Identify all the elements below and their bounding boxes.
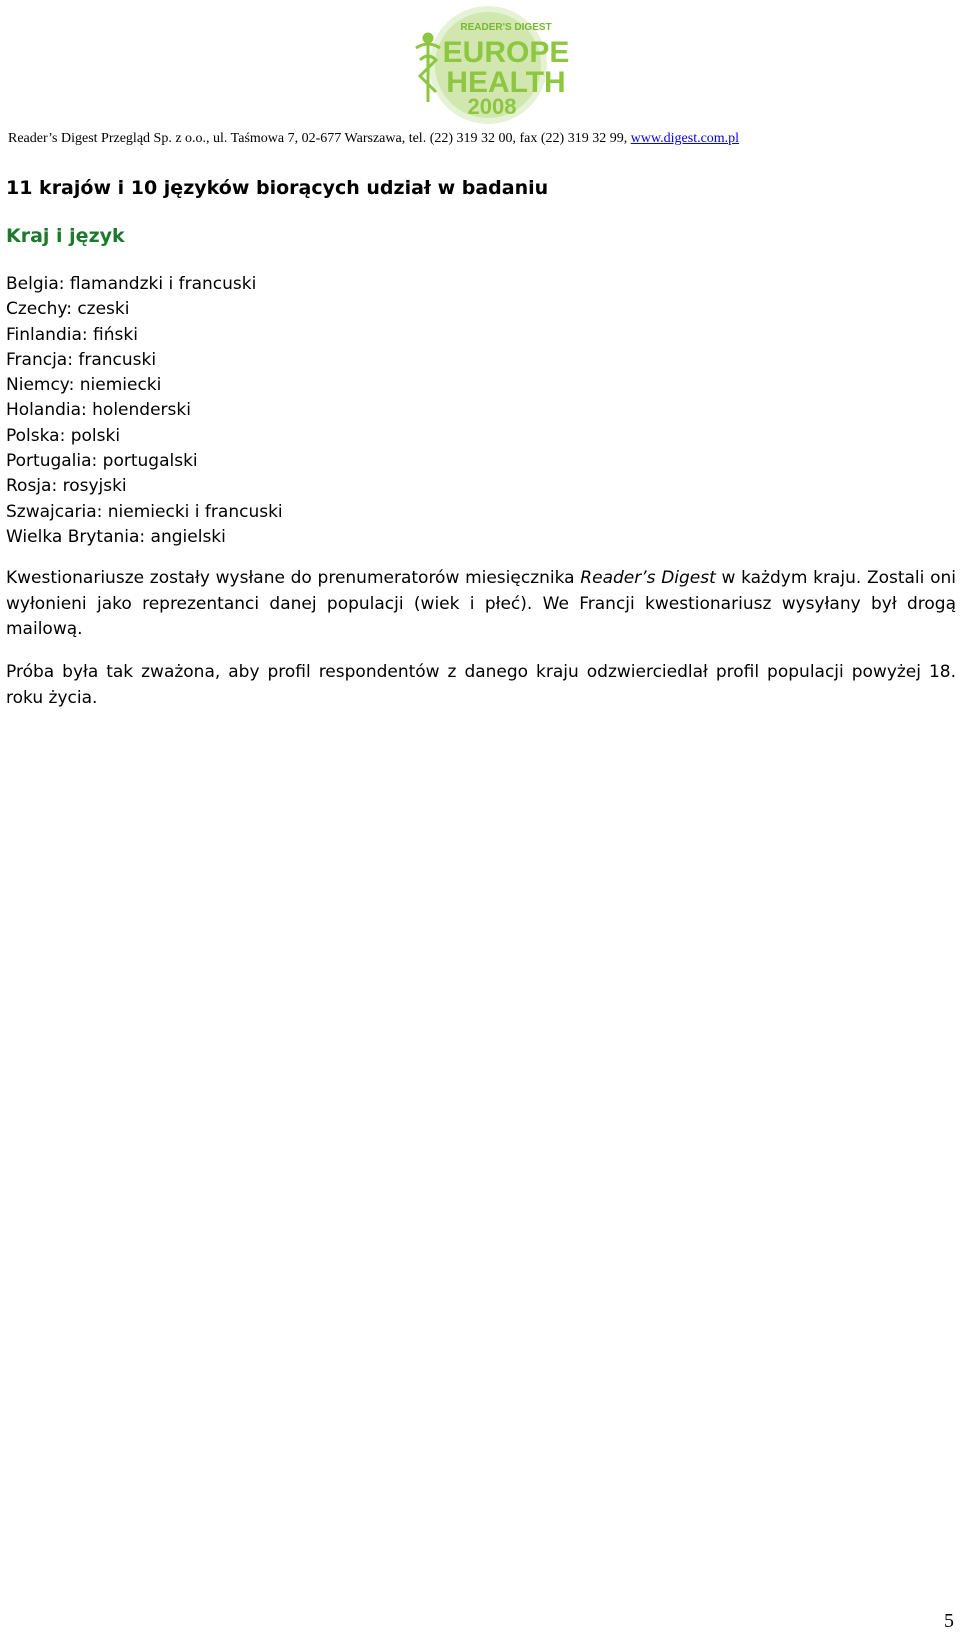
logo-line-2: EUROPE <box>442 36 570 69</box>
publisher-address <box>8 131 952 147</box>
list-item: Rosja: rosyjski <box>6 476 127 497</box>
paragraph-1-start: Kwestionariusze zostały wysłane do prenumeratorów miesięcznika <box>6 568 581 589</box>
list-item: Wielka Brytania: angielski <box>6 526 226 547</box>
list-item: Niemcy: niemiecki <box>6 375 162 396</box>
website-link[interactable]: www.digest.com.pl <box>630 131 740 146</box>
page-title: 11 krajów i 10 języków biorących udział w badaniu <box>6 177 549 199</box>
magazine-name: Reader’s Digest <box>580 568 716 589</box>
list-item: Czechy: czeski <box>6 299 130 320</box>
paragraph-1-end: w każdym kraju. Zostali oni wyłonieni jako reprezentanci danej populacji (wiek i płeć). We Francji kwestionariusz wysyłany był drogą mailową. <box>6 568 956 640</box>
list-item: Szwajcaria: niemiecki i francuski <box>6 501 283 522</box>
country-language-list <box>6 272 956 550</box>
address-text: Reader’s Digest Przegląd Sp. z o.o., ul. Taśmowa 7, 02-677 Warszawa, tel. (22) 319 32 00, fax (22) 319 32 99, <box>8 131 631 146</box>
logo-line-1: READER'S DIGEST <box>460 22 552 33</box>
document-body <box>6 174 956 711</box>
list-item: Belgia: flamandzki i francuski <box>6 274 257 294</box>
list-item: Holandia: holenderski <box>6 400 191 421</box>
paragraph-sample-weighting: Próba była tak zważona, aby profil respondentów z danego kraju odzwierciedlał profil populacji powyżej 18. roku życia. <box>6 662 956 708</box>
list-item: Portugalia: portugalski <box>6 451 198 472</box>
logo-line-4: 2008 <box>467 94 517 119</box>
logo-line-3: HEALTH <box>446 66 566 99</box>
list-item: Finlandia: fiński <box>6 324 138 345</box>
list-item: Polska: polski <box>6 425 121 446</box>
paragraph-questionnaires <box>6 566 956 643</box>
list-item: Francja: francuski <box>6 349 157 370</box>
europe-health-logo <box>402 4 574 126</box>
page-number: 5 <box>944 1610 954 1632</box>
section-heading: Kraj i język <box>6 225 125 247</box>
